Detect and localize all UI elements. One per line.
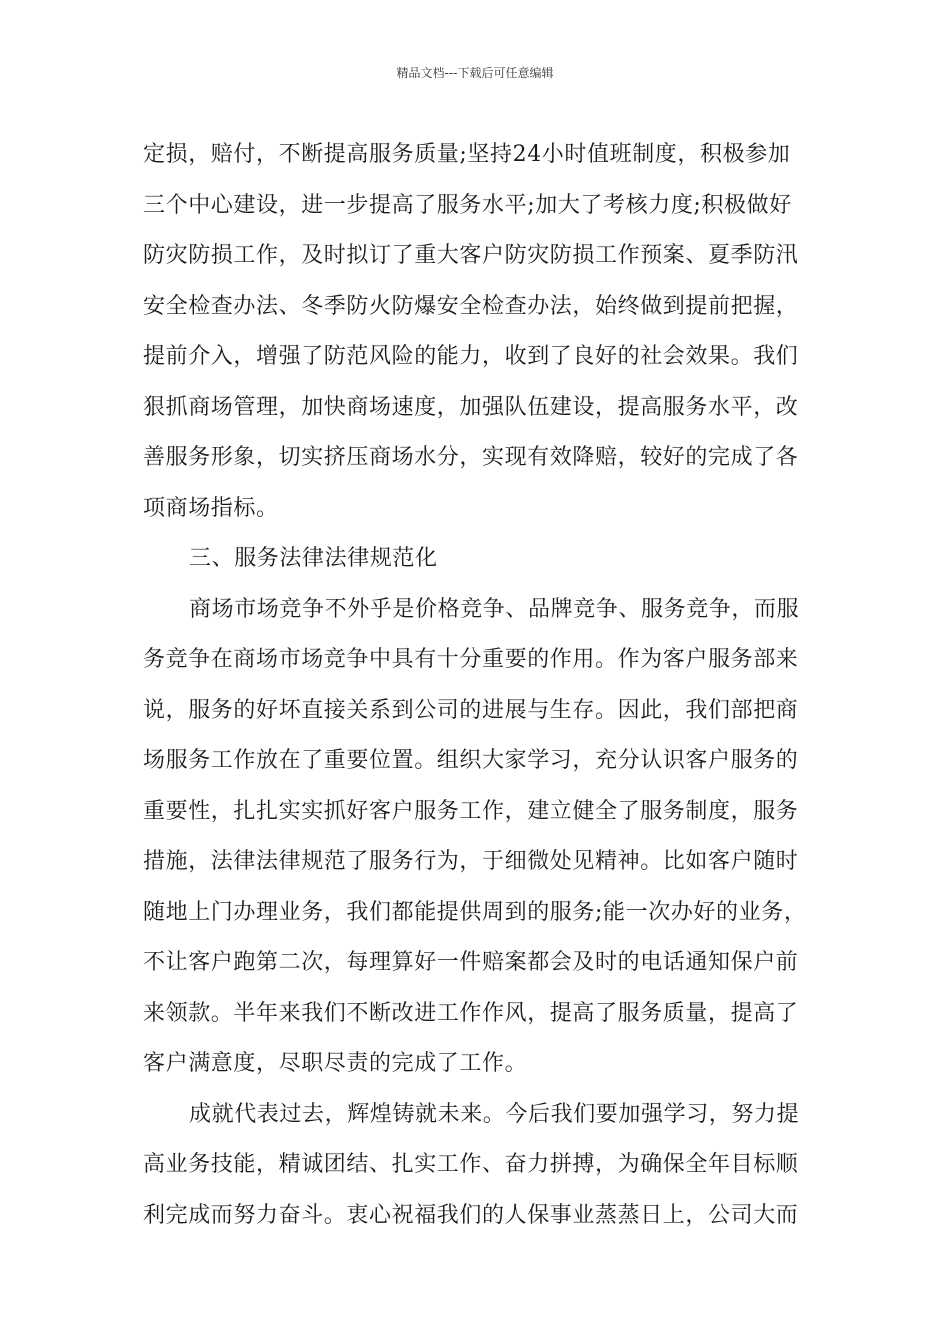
page-header: 精品文档---下载后可任意编辑 <box>396 66 554 80</box>
text-line: 项商场指标。 <box>143 495 279 521</box>
text-line: 防灾防损工作，及时拟订了重大客户防灾防损工作预案、夏季防汛 <box>143 243 799 268</box>
paragraph-3 <box>143 1090 811 1242</box>
text-line: 狠抓商场管理，加快商场速度，加强队伍建设，提高服务水平，改 <box>143 394 799 420</box>
text-line: 务竞争在商场市场竞争中具有十分重要的作用。作为客户服务部来 <box>143 647 799 672</box>
text-line: 场服务工作放在了重要位置。组织大家学习，充分认识客户服务的 <box>143 748 799 773</box>
text-line: 商场市场竞争不外乎是价格竞争、品牌竞争、服务竞争，而服 <box>189 596 800 622</box>
section-heading-text: 三、服务法律法律规范化 <box>189 546 438 571</box>
paragraph-1 <box>143 130 811 534</box>
text-line: 来领款。半年来我们不断改进工作作风，提高了服务质量，提高了 <box>143 1000 799 1026</box>
text-line: 三个中心建设，进一步提高了服务水平;加大了考核力度;积极做好 <box>143 192 792 218</box>
text-line: 客户满意度，尽职尽责的完成了工作。 <box>143 1051 528 1076</box>
text-line: 不让客户跑第二次，每理算好一件赔案都会及时的电话通知保户前 <box>143 950 799 975</box>
text-line: 定损，赔付，不断提高服务质量;坚持24小时值班制度，积极参加 <box>143 142 791 167</box>
text-line: 高业务技能，精诚团结、扎实工作、奋力拼搏，为确保全年目标顺 <box>143 1152 799 1177</box>
text-line: 说，服务的好坏直接关系到公司的进展与生存。因此，我们部把商 <box>143 697 799 723</box>
text-line: 利完成而努力奋斗。衷心祝福我们的人保事业蒸蒸日上，公司大而 <box>143 1202 799 1228</box>
text-line: 重要性，扎扎实实抓好客户服务工作，建立健全了服务制度，服务 <box>143 798 799 824</box>
text-line: 成就代表过去，辉煌铸就未来。今后我们要加强学习，努力提 <box>189 1101 800 1127</box>
text-line: 善服务形象，切实挤压商场水分，实现有效降赔，较好的完成了各 <box>143 445 799 470</box>
text-line: 提前介入，增强了防范风险的能力，收到了良好的社会效果。我们 <box>143 344 799 369</box>
text-line: 安全检查办法、冬季防火防爆安全检查办法，始终做到提前把握， <box>143 293 799 319</box>
paragraph-2 <box>143 585 811 1090</box>
section-heading <box>143 534 811 585</box>
text-line: 措施，法律法律规范了服务行为，于细微处见精神。比如客户随时 <box>143 849 799 874</box>
text-line: 随地上门办理业务，我们都能提供周到的服务;能一次办好的业务， <box>143 899 807 925</box>
document-body <box>143 130 811 1241</box>
